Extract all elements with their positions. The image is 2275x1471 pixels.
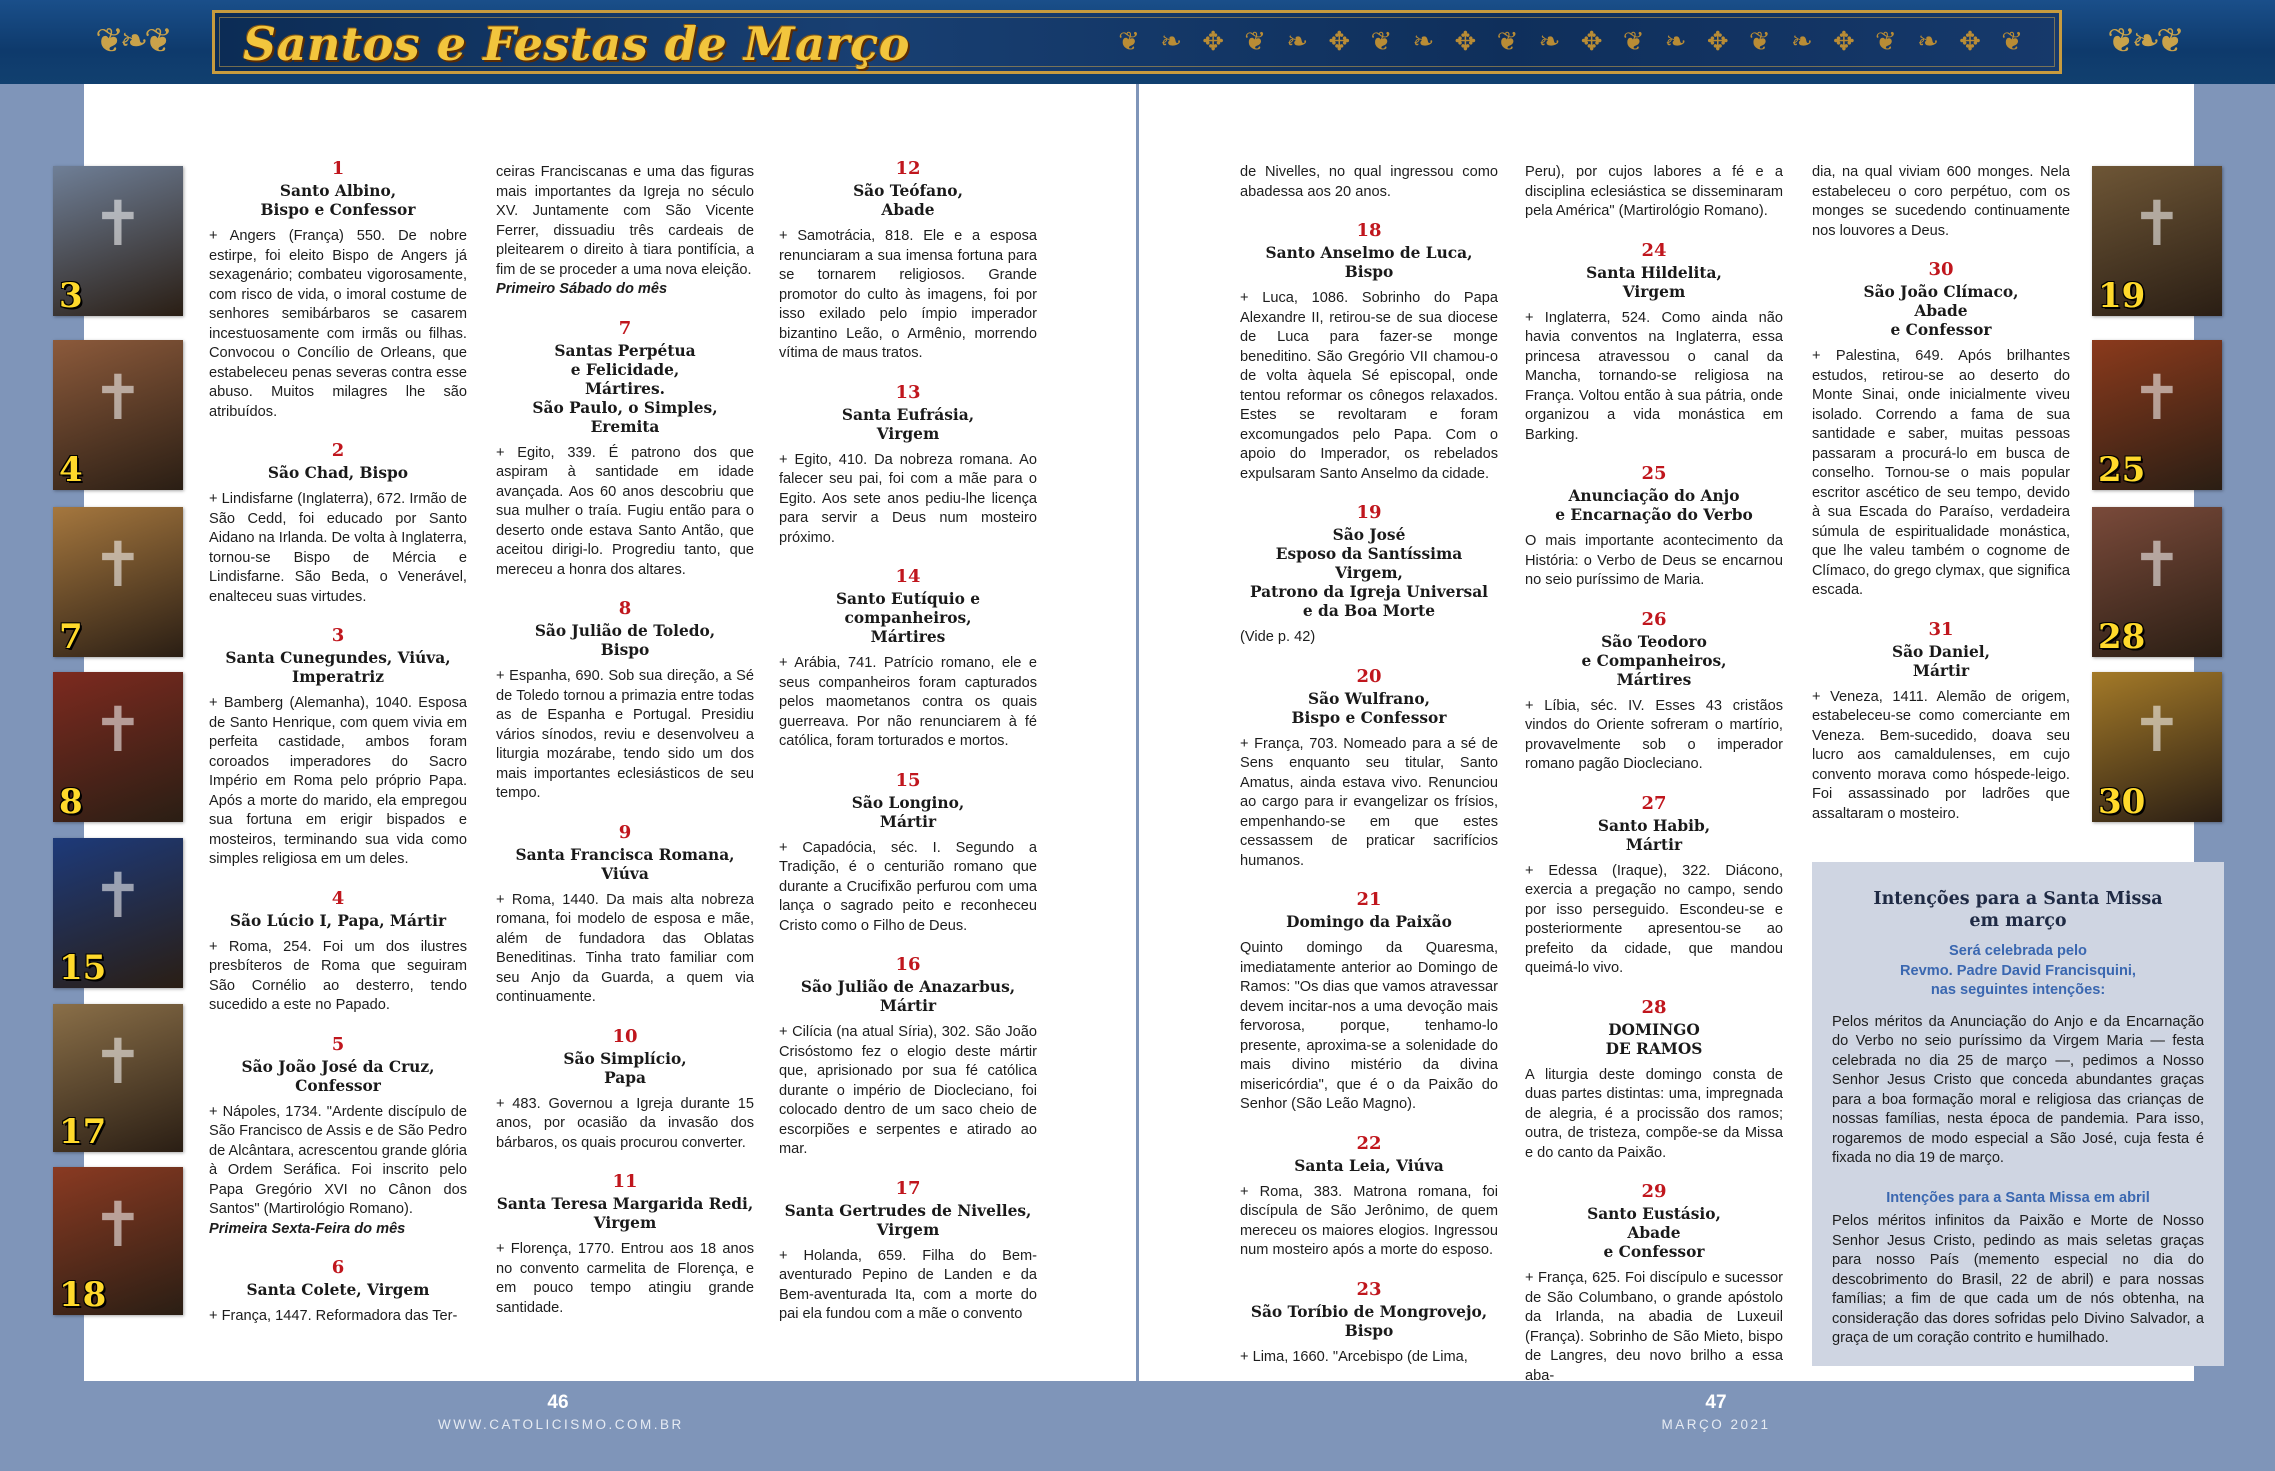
left-column-1	[209, 158, 467, 1345]
saint-entry	[779, 1178, 1037, 1325]
day-number: 4	[331, 887, 345, 909]
intentions-april-text: Pelos méritos infinitos da Paixão e Morte de Nosso Senhor Jesus Cristo, pedindo as mais seletas graças para nosso País (memento especial no dia do descobrimento do Brasil, 22 de abril) e para nossas famílias; a fim de que cada um de nós obtenha, na consideração das dores sofridas pelo Divino Salvador, a graça de um coração contrito e humilhado.	[1832, 1213, 2204, 1346]
saint-entry	[1240, 666, 1498, 872]
fresco-icon: ✝	[92, 528, 144, 601]
saint-entry	[496, 1026, 754, 1154]
saint-name: DOMINGO DE RAMOS	[1605, 1020, 1703, 1058]
saint-entry	[496, 318, 754, 581]
saint-name: Santo Albino, Bispo e Confessor	[260, 182, 416, 219]
day-number: 31	[1928, 618, 1954, 640]
day-number: 2	[331, 440, 345, 461]
continued-text: Peru), por cujos labores a fé e a disciplina eclesiástica se disseminaram pela América" (Martirológio Romano).	[1525, 164, 1783, 219]
intentions-title: Intenções para a Santa Missa em março	[1873, 889, 2163, 931]
saint-description: + Arábia, 741. Patrício romano, ele e seus companheiros foram capturados pelos maometanos contra os quais guerreava. Por não renunciarem à fé católica, foram torturados e mortos.	[779, 655, 1037, 749]
day-number: 12	[895, 158, 921, 179]
holy-family-icon: ✝	[2131, 187, 2183, 260]
saint-description: + Palestina, 649. Após brilhantes estudos, retirou-se ao deserto do Monte Sinai, onde inicialmente viveu isolado. Correndo a fama de sua santidade e saber, muitas pessoas passaram a procurá-lo em busca de conselho. Tornou-se o mais popular escritor ascético de seu tempo, devido à sua Escada do Paraíso, verdadeira súmula de espiritualidade monástica, que lhe valeu também o cognome de Clímaco, do grego clymax, que significa escada.	[1812, 348, 2070, 598]
saint-name: Santa Eufrásia, Virgem	[841, 405, 975, 443]
saint-entry	[1240, 1133, 1498, 1261]
saint-entry	[496, 1171, 754, 1318]
page-number-left: 46	[547, 1392, 569, 1413]
saint-description: + 483. Governou a Igreja durante 15 anos, por ocasião da invasão dos bárbaros, os quais procurou converter.	[496, 1095, 754, 1151]
saint-description: + Lindisfarne (Inglaterra), 672. Irmão de São Cedd, foi educado por Santo Aidano na Irlanda. De volta à Inglaterra, tornou-se Bispo de Mércia e Lindisfarne. São Beda, o Venerável, enalteceu suas virtudes.	[209, 491, 467, 605]
saint-description: + Samotrácia, 818. Ele e a esposa renunciaram a sua imensa fortuna para se tornarem religiosos. Grande promotor do culto às imagens, foi por isso exilado pelo ímpio imperador bizantino Leão, o Armênio, morrendo vítima de maus tratos.	[779, 228, 1037, 361]
saint-entry	[1525, 793, 1783, 979]
saint-name: Santa Gertrudes de Nivelles, Virgem	[784, 1201, 1032, 1239]
day-number: 15	[895, 769, 921, 791]
day-number: 22	[1356, 1132, 1382, 1154]
thumbnail-day-28	[2092, 507, 2222, 657]
day-number: 27	[1641, 792, 1667, 814]
right-column-2	[1525, 163, 1783, 1404]
day-number: 16	[895, 954, 921, 975]
left-column-2	[496, 163, 754, 1336]
day-number: 10	[612, 1025, 638, 1047]
thumbnail-number: 19	[2098, 276, 2146, 316]
thumbnail-day-15	[53, 838, 183, 988]
saint-name: Domingo da Paixão	[1286, 913, 1452, 931]
mitre-icon: ✝	[92, 693, 144, 766]
saint-entry	[209, 888, 467, 1016]
saint-name: São João Clímaco, Abade e Confessor	[1863, 283, 2019, 339]
day-number: 18	[1356, 220, 1382, 241]
saint-entry	[209, 158, 467, 422]
annunciation-icon: ✝	[2131, 361, 2183, 434]
thumbnail-number: 8	[59, 782, 83, 822]
saint-description: + Edessa (Iraque), 322. Diácono, exercia a pregação no campo, sendo por isso perseguido. Escondeu-se e posteriormente apresentou-se ao prefeito da cidade, que mandou queimá-lo vivo.	[1525, 862, 1783, 976]
saint-description: + Egito, 410. Da nobreza romana. Ao falecer seu pai, foi com a mãe para o Egito. Aos sete anos pediu-lhe licença para servir a Deus num mosteiro próximo.	[779, 451, 1037, 546]
day-number: 25	[1641, 463, 1667, 484]
saint-entry	[209, 440, 467, 607]
icon-saint-icon: ✝	[2131, 693, 2183, 766]
saint-description: + Inglaterra, 524. Como ainda não havia conventos na Inglaterra, essa princesa atravessou o canal da Mancha, tornando-se religiosa na França. Voltou então à sua pátria, onde organizou a vida monástica em Barking.	[1525, 309, 1783, 443]
saint-entry	[1525, 240, 1783, 446]
thumbnail-number: 25	[2098, 450, 2146, 490]
right-column-3	[1812, 163, 2070, 842]
thumbnail-day-8	[53, 672, 183, 822]
left-column-3	[779, 158, 1037, 1343]
intentions-april-heading: Intenções para a Santa Missa em abril	[1886, 1189, 2150, 1206]
thumbnail-number: 18	[59, 1275, 107, 1315]
saint-entry	[779, 382, 1037, 549]
day-number: 11	[612, 1171, 638, 1192]
thumbnail-day-19	[2092, 166, 2222, 316]
banner	[0, 0, 2275, 84]
saint-name: Santo Anselmo de Luca, Bispo	[1265, 244, 1473, 281]
saint-name: São Julião de Anazarbus, Mártir	[800, 978, 1016, 1015]
saint-entry	[1812, 619, 2070, 825]
thumbnail-day-4	[53, 340, 183, 490]
entries	[496, 318, 754, 1319]
page-number-right: 47	[1705, 1392, 1727, 1413]
intentions-march-text: Pelos méritos da Anunciação do Anjo e da Encarnação do Verbo no seio puríssimo da Virgem Maria — festa celebrada no dia 25 de março —, pedimos a Nosso Senhor Jesus Cristo que conceda abundantes graças para a boa formação moral e religiosa das crianças de nossas famílias, nesta época de pandemia. Para isso, rogaremos de modo especial a São José, cuja festa é fixada no dia 19 de março.	[1832, 1013, 2204, 1166]
saint-entry	[209, 1034, 467, 1240]
day-number: 13	[895, 381, 921, 403]
day-number: 21	[1356, 889, 1382, 910]
saint-entry	[209, 1257, 467, 1327]
thumbnail-day-30	[2092, 672, 2222, 822]
saint-description: + Espanha, 690. Sob sua direção, a Sé de Toledo tornou a primazia entre todas as de Espanha e Portugal. Presidiu vários sínodos, reviu e desenvolveu a liturgia mozárabe, tendo sido um dos mais importantes eclesiásticos de seu tempo.	[496, 668, 754, 801]
entry-note: Primeira Sexta-Feira do mês	[209, 1220, 406, 1237]
saint-description: + França, 1447. Reformadora das Ter-	[209, 1308, 458, 1324]
ornament-left-icon: ❦❧❦	[95, 21, 169, 61]
saint-name: Santa Leia, Viúva	[1294, 1156, 1444, 1175]
day-number: 30	[1928, 259, 1954, 280]
day-number: 7	[618, 317, 632, 339]
thumbnail-day-17	[53, 1004, 183, 1152]
day-number: 24	[1641, 239, 1667, 261]
saint-name: São Daniel, Mártir	[1891, 642, 1991, 680]
saint-description: + Lima, 1660. "Arcebispo (de Lima,	[1240, 1348, 1468, 1365]
saint-name: Santas Perpétua e Felicidade, Mártires. São Paulo, o Simples, Eremita	[532, 341, 718, 436]
entries	[1240, 220, 1498, 1367]
entries	[1525, 240, 1783, 1387]
filigree-icon: ❦ ❧ ✥ ❦ ❧ ✥ ❦ ❧ ✥ ❦ ❧ ✥ ❦ ❧ ✥ ❦ ❧ ✥ ❦ ❧ ✥ ❦	[1118, 27, 2029, 57]
saint-entry	[496, 822, 754, 1008]
ornament-right-icon: ❦❧❦	[2107, 21, 2181, 61]
day-number: 6	[331, 1257, 345, 1278]
saint-name: São João José da Cruz, Confessor	[241, 1057, 435, 1095]
saint-description: + Angers (França) 550. De nobre estirpe, foi eleito Bispo de Angers já sexagenário; combateu vigorosamente, com risco de vida, o imoral costume de senhores semibárbaros se casarem incestuosamente com irmãs ou filhas. Convocou o Concílio de Orleans, que estabeleceu penas severas contra esse abuso. Muitos milagres lhe são atribuídos.	[209, 228, 467, 420]
saint-description: + Florença, 1770. Entrou aos 18 anos no convento carmelita de Florença, e em pouco tempo atingiu grande santidade.	[496, 1241, 754, 1316]
saint-name: São Julião de Toledo, Bispo	[534, 622, 716, 659]
continued-text: dia, na qual viviam 600 monges. Nela estabeleceu o coro perpétuo, com os monges se sucedendo continuamente nos louvores a Deus.	[1812, 164, 2070, 239]
saint-name: Santa Colete, Virgem	[246, 1281, 430, 1299]
day-number: 29	[1641, 1181, 1667, 1202]
note: Primeiro Sábado do mês	[496, 281, 668, 297]
saint-description: + Líbia, séc. IV. Esses 43 cristãos vindos do Oriente sofreram o martírio, provavelmente sob o imperador romano pagão Diocleciano.	[1525, 697, 1783, 772]
saint-entry	[1525, 997, 1783, 1164]
saint-entry	[1240, 220, 1498, 484]
saint-description: + Luca, 1086. Sobrinho do Papa Alexandre II, retirou-se de sua diocese de Luca para fazer-se monge beneditino. São Gregório VII chamou-o de volta àquela Sé episcopal, onde tentou reformar os cônegos relaxados. Estes se revoltaram e foram excomungados pelo Papa. Com o apoio do Imperador, os rebelados expulsaram Santo Anselmo da cidade.	[1240, 290, 1498, 482]
saint-description: O mais importante acontecimento da História: o Verbo de Deus se encarnou no seio puríssimo de Maria.	[1525, 533, 1783, 588]
saint-description: + Nápoles, 1734. "Ardente discípulo de São Francisco de Assis e de São Pedro de Alcântara, acrescentou grande glória à Ordem Seráfica. Foi inscrito pelo Papa Gregório XVI no Cânon dos Santos" (Martirológio Romano).	[209, 1103, 467, 1217]
right-column-1	[1240, 163, 1498, 1385]
saint-name: Santa Cunegundes, Viúva, Imperatriz	[225, 649, 451, 686]
saint-description: (Vide p. 42)	[1240, 629, 1316, 645]
day-number: 28	[1641, 996, 1667, 1018]
saint-name: São Wulfrano, Bispo e Confessor	[1291, 689, 1447, 727]
saint-description: A liturgia deste domingo consta de duas partes distintas: uma, impregnada de alegria, é a procissão dos ramos; outra, de tristeza, compõe-se da Missa e do canto da Paixão.	[1525, 1066, 1783, 1161]
saint-entry	[779, 770, 1037, 937]
saint-entry	[496, 598, 754, 804]
continued-text: de Nivelles, no qual ingressou como abadessa aos 20 anos.	[1240, 164, 1498, 200]
saint-name: Santa Teresa Margarida Redi, Virgem	[496, 1195, 754, 1232]
bishop-icon: ✝	[92, 361, 144, 434]
saint-description: + Roma, 1440. Da mais alta nobreza romana, foi modelo de esposa e mãe, além de fundadora das Oblatas Beneditinas. Tinha trato familiar com seu Anjo da Guarda, a quem via continuamente.	[496, 891, 754, 1005]
crucifix-icon: ✝	[92, 859, 144, 932]
day-number: 19	[1356, 502, 1382, 523]
thumbnail-number: 30	[2098, 782, 2146, 822]
saint-entry	[1240, 1279, 1498, 1368]
saint-name: São Chad, Bispo	[267, 464, 409, 482]
issue-date: MARÇO 2021	[1661, 1417, 1771, 1432]
day-number: 14	[895, 566, 921, 587]
saint-name: São Toríbio de Mongrovejo, Bispo	[1250, 1302, 1488, 1340]
saint-name: Santo Habib, Mártir	[1597, 816, 1711, 854]
saint-name: São Teófano, Abade	[853, 182, 963, 219]
thumbnail-day-7	[53, 507, 183, 657]
saint-name: Santa Hildelita, Virgem	[1586, 263, 1722, 301]
saint-description: + Holanda, 659. Filha do Bem-aventurado Pepino de Landen e da Bem-aventurada Ita, com a morte do pai ela fundou com a mãe o convento	[779, 1247, 1037, 1322]
day-number: 9	[618, 821, 632, 843]
page-title: Santos e Festas de Março	[243, 17, 910, 71]
saint-name: Santo Eutíquio e companheiros, Mártires	[835, 590, 981, 646]
saint-name: São Lúcio I, Papa, Mártir	[229, 911, 447, 930]
thumbnail-number: 28	[2098, 617, 2146, 657]
site-url: WWW.CATOLICISMO.COM.BR	[438, 1417, 684, 1432]
continued-text: ceiras Franciscanas e uma das figuras mais importantes da Igreja no século XV. Juntamente com São Vicente Ferrer, dissuadiu três cardeais de pleitearem o direito à tiara pontifícia, a fim de se proceder a uma nova eleição. Primeiro Sábado do mês	[496, 163, 754, 300]
saint-name: São Longino, Mártir	[851, 793, 965, 831]
saint-name: São José Esposo da Santíssima Virgem, Patrono da Igreja Universal e da Boa Morte	[1249, 526, 1489, 620]
saint-description: + Cilícia (na atual Síria), 302. São João Crisóstomo fez o elogio deste mártir que, aprisionado por sua fé católica durante o império de Diocleciano, foi colocado dentro de um saco cheio de escorpiões e serpentes e atirado ao mar.	[779, 1024, 1037, 1157]
day-number: 26	[1641, 608, 1667, 630]
saint-entry	[1240, 502, 1498, 648]
day-number: 8	[618, 598, 632, 619]
saint-name: São Simplício, Papa	[563, 1049, 687, 1087]
nun-icon: ✝	[92, 1024, 144, 1098]
thumbnail-number: 15	[59, 948, 107, 988]
saint-entry	[779, 954, 1037, 1160]
day-number: 3	[331, 625, 345, 646]
saint-description: + Roma, 383. Matrona romana, foi discípula de São Jerônimo, de quem mereceu os maiores elogios. Ingressou num mosteiro após a morte do esposo.	[1240, 1183, 1498, 1258]
thumbnail-number: 7	[59, 617, 83, 657]
statue-icon: ✝	[92, 187, 144, 260]
saint-description: + Roma, 254. Foi um dos ilustres presbíteros de Roma que seguiram São Cornélio ao desterro, tendo sucedido a este no Papado.	[209, 938, 467, 1013]
procession-icon: ✝	[2131, 528, 2183, 601]
title-frame	[212, 10, 2062, 74]
saint-description: + França, 703. Nomeado para a sé de Sens enquanto seu titular, Santo Amatus, ainda estava vivo. Renunciou ao cargo para ir evangelizar os frísios, empenhando-se em que estes cessassem de praticar sacrifícios humanos.	[1240, 735, 1498, 869]
painting-icon: ✝	[92, 1187, 144, 1261]
day-number: 17	[895, 1177, 921, 1199]
day-number: 20	[1356, 665, 1382, 687]
saint-entry	[1240, 889, 1498, 1115]
saint-entry	[779, 566, 1037, 752]
saint-entry	[1812, 259, 2070, 601]
saint-entry	[779, 158, 1037, 364]
day-number: 1	[331, 158, 345, 179]
thumbnail-day-3	[53, 166, 183, 316]
saint-entry	[1525, 1181, 1783, 1386]
saint-description: + Egito, 339. É patrono dos que aspiram à santidade em idade avançada. Aos 60 anos descobriu que sua mulher o traía. Fugiu então para o deserto onde estava Santo Antão, que aceitou dirigi-lo. Progrediu tanto, que mereceu a honra dos altares.	[496, 444, 754, 578]
entries	[1812, 259, 2070, 824]
thumbnail-day-18	[53, 1167, 183, 1315]
saint-name: Anunciação do Anjo e Encarnação do Verbo	[1555, 487, 1753, 524]
saint-entry	[1525, 463, 1783, 591]
thumbnail-day-25	[2092, 340, 2222, 490]
thumbnail-number: 4	[59, 450, 83, 490]
saint-name: Santa Francisca Romana, Viúva	[515, 845, 735, 883]
saint-description: + França, 625. Foi discípulo e sucessor de São Columbano, o grande apóstolo da Irlanda, na abadia de Luxeuil (França). Sobrinho de São Mieto, bispo de Langres, deu novo brilho a essa aba-	[1525, 1270, 1783, 1384]
intentions-subtitle: Será celebrada pelo Revmo. Padre David Francisquini, nas seguintes intenções:	[1899, 943, 2136, 998]
saint-description: + Capadócia, séc. I. Segundo a Tradição, é o centurião romano que durante a Crucifixão perfurou com uma lança o sagrado peito e reconheceu Cristo como o Filho de Deus.	[779, 839, 1037, 934]
saint-entry	[1525, 609, 1783, 775]
thumbnail-number: 17	[59, 1112, 107, 1152]
thumbnail-number: 3	[59, 276, 83, 316]
mass-intentions-box	[1812, 862, 2224, 1366]
saint-name: Santo Eustásio, Abade e Confessor	[1587, 1205, 1721, 1261]
saint-description: Quinto domingo da Quaresma, imediatamente anterior ao Domingo de Ramos: "Os dias que vamos atravessar devem incitar-nos a uma devoção mais fervorosa, porque, tenhamo-lo presente, aproxima-se a solenidade do mais divino mistério da divina misericórdia", que é o da Paixão do Senhor (São Leão Magno).	[1240, 940, 1498, 1112]
day-number: 23	[1356, 1278, 1382, 1300]
saint-description: + Veneza, 1411. Alemão de origem, estabeleceu-se como comerciante em Veneza. Bem-sucedido, doava seu lucro aos camaldulenses, em cujo convento morava como hóspede-leigo. Foi assassinado por ladrões que assaltaram o mosteiro.	[1812, 688, 2070, 822]
day-number: 5	[331, 1033, 345, 1055]
saint-description: + Bamberg (Alemanha), 1040. Esposa de Santo Henrique, com quem vivia em perfeita castidade, ambos foram coroados imperadores do Sacro Império em Roma pelo próprio Papa. Após a morte do marido, ela empregou sua fortuna em erigir bispados e mosteiros, terminando sua vida como simples religiosa em um deles.	[209, 695, 467, 867]
saint-name: São Teodoro e Companheiros, Mártires	[1581, 632, 1727, 689]
saint-entry	[209, 625, 467, 870]
